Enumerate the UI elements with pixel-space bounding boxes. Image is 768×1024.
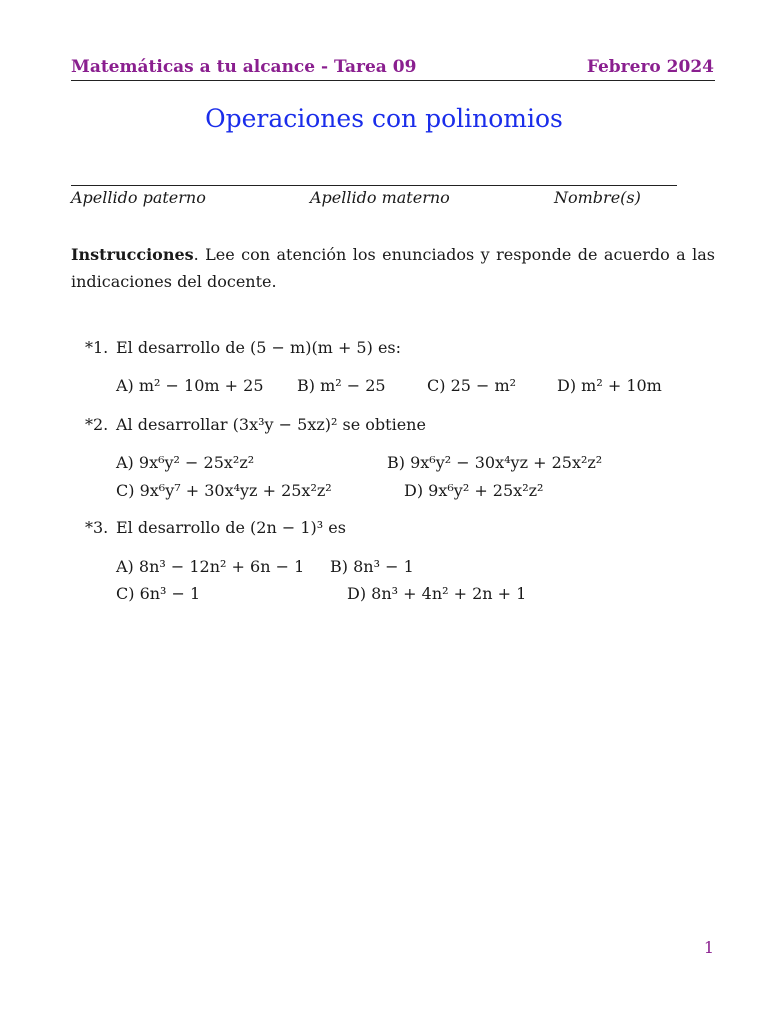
question-2-option-c: C) 9x⁶y⁷ + 30x⁴yz + 25x²z²: [116, 481, 332, 500]
instructions: [71, 241, 715, 295]
question-1-option-c: C) 25 − m²: [427, 376, 517, 395]
question-1-prompt: El desarrollo de (5 − m)(m + 5) es:: [116, 338, 402, 357]
question-1-option-b: B) m² − 25: [297, 376, 386, 395]
question-3-prompt: El desarrollo de (2n − 1)³ es: [116, 518, 346, 537]
header-course-title: Matemáticas a tu alcance - Tarea 09: [71, 57, 417, 77]
question-1-number: *1.: [85, 338, 109, 357]
header-date: Febrero 2024: [586, 57, 714, 77]
question-2-option-b: B) 9x⁶y² − 30x⁴yz + 25x²z²: [387, 453, 603, 472]
instructions-label: Instrucciones: [71, 245, 194, 264]
field-nombres: Nombre(s): [554, 188, 641, 207]
field-apellido-paterno: Apellido paterno: [71, 188, 206, 207]
name-line: [71, 185, 677, 186]
question-1-option-d: D) m² + 10m: [557, 376, 662, 395]
question-3-number: *3.: [85, 518, 109, 537]
question-2-number: *2.: [85, 415, 109, 434]
question-3-option-b: B) 8n³ − 1: [330, 557, 414, 576]
question-2-option-d: D) 9x⁶y² + 25x²z²: [404, 481, 544, 500]
question-3-option-c: C) 6n³ − 1: [116, 584, 201, 603]
question-2-prompt: Al desarrollar (3x³y − 5xz)² se obtiene: [116, 415, 426, 434]
question-2-option-a: A) 9x⁶y² − 25x²z²: [116, 453, 255, 472]
header-divider: [71, 80, 715, 81]
page-number: 1: [703, 938, 714, 957]
field-apellido-materno: Apellido materno: [310, 188, 450, 207]
question-1-option-a: A) m² − 10m + 25: [116, 376, 264, 395]
question-3-option-a: A) 8n³ − 12n² + 6n − 1: [116, 557, 305, 576]
page-title: Operaciones con polinomios: [205, 104, 563, 133]
question-3-option-d: D) 8n³ + 4n² + 2n + 1: [347, 584, 527, 603]
instructions-text: . Lee con atención los enunciados y responde de acuerdo a las indicaciones del docente.: [71, 245, 715, 291]
